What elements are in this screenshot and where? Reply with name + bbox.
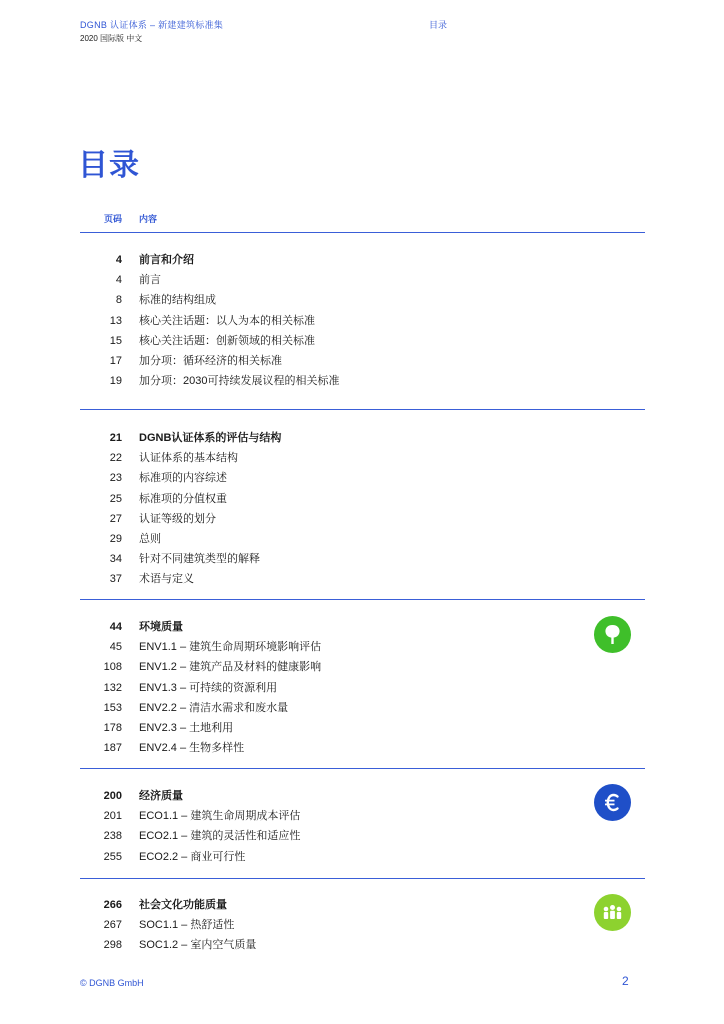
- entry-title: ENV2.4 – 生物多样性: [139, 742, 245, 755]
- toc-entry[interactable]: [0, 938, 724, 958]
- page-number: 23: [109, 472, 122, 485]
- toc-entry[interactable]: [0, 334, 724, 354]
- page-number: 13: [109, 314, 122, 327]
- page-number: 187: [103, 742, 122, 755]
- page-number: 153: [103, 701, 122, 714]
- entry-title: ECO2.1 – 建筑的灵活性和适应性: [139, 830, 301, 843]
- entry-title: 针对不同建筑类型的解释: [139, 553, 260, 566]
- toc-entry[interactable]: [0, 532, 724, 552]
- page-title: 目录: [78, 149, 140, 182]
- running-header-section: 目录: [429, 20, 448, 30]
- toc-entry[interactable]: [0, 293, 724, 313]
- divider: [80, 599, 645, 600]
- toc-entry[interactable]: [0, 512, 724, 532]
- toc-entry[interactable]: [0, 829, 724, 849]
- entry-title: ENV2.2 – 清洁水需求和废水量: [139, 701, 289, 714]
- divider: [80, 409, 645, 410]
- toc-section-introduction: [0, 253, 724, 394]
- toc-entry[interactable]: [0, 354, 724, 374]
- page-number: 37: [109, 573, 122, 586]
- toc-entry[interactable]: [0, 552, 724, 572]
- entry-title: 标准项的内容综述: [139, 472, 227, 485]
- page-number: 15: [109, 334, 122, 347]
- toc-entry[interactable]: [0, 918, 724, 938]
- page-number: 29: [109, 532, 122, 545]
- toc-entry[interactable]: [0, 701, 724, 721]
- entry-title: ENV1.2 – 建筑产品及材料的健康影响: [139, 661, 322, 674]
- entry-title: ECO2.2 – 商业可行性: [139, 850, 246, 863]
- entry-title: 认证等级的划分: [139, 512, 216, 525]
- column-header-content: 内容: [139, 214, 158, 224]
- toc-entry[interactable]: [0, 660, 724, 680]
- toc-entry[interactable]: [0, 273, 724, 293]
- entry-title: 核心关注话题：创新领域的相关标准: [139, 334, 315, 347]
- page-number: 298: [103, 939, 122, 952]
- toc-entry[interactable]: [0, 492, 724, 512]
- running-header-title: DGNB 认证体系 – 新建建筑标准集: [80, 20, 224, 30]
- toc-entry[interactable]: [0, 640, 724, 660]
- entry-title: 经济质量: [139, 790, 183, 802]
- toc-entry[interactable]: [0, 681, 724, 701]
- entry-title: DGNB认证体系的评估与结构: [139, 432, 282, 444]
- page-number: 201: [103, 810, 122, 823]
- entry-title: ENV1.3 – 可持续的资源利用: [139, 681, 278, 694]
- entry-title: 标准项的分值权重: [139, 492, 227, 505]
- toc-entry[interactable]: [0, 741, 724, 761]
- copyright: © DGNB GmbH: [80, 978, 144, 988]
- running-header-edition: 2020 国际版 中文: [80, 34, 143, 43]
- entry-title: 术语与定义: [139, 573, 194, 586]
- page-number: 267: [103, 919, 122, 932]
- entry-title: 加分项：2030可持续发展议程的相关标准: [139, 375, 340, 388]
- page-number: 108: [103, 661, 122, 674]
- page-number: 255: [103, 850, 122, 863]
- page-number: 17: [109, 354, 122, 367]
- toc-entry[interactable]: [0, 809, 724, 829]
- toc-entry[interactable]: [0, 721, 724, 741]
- entry-title: 核心关注话题：以人为本的相关标准: [139, 314, 315, 327]
- page-number: 44: [109, 621, 122, 633]
- page-number: 4: [115, 254, 122, 266]
- column-header-page: 页码: [103, 214, 122, 224]
- toc-section-heading[interactable]: [0, 898, 724, 918]
- entry-title: 前言: [139, 274, 161, 287]
- entry-title: ENV1.1 – 建筑生命周期环境影响评估: [139, 641, 322, 654]
- page-number: 27: [109, 512, 122, 525]
- page-number-footer: 2: [622, 974, 629, 988]
- entry-title: 环境质量: [139, 621, 183, 633]
- page-number: 200: [103, 790, 122, 802]
- entry-title: ECO1.1 – 建筑生命周期成本评估: [139, 810, 301, 823]
- entry-title: SOC1.1 – 热舒适性: [139, 919, 235, 932]
- page-number: 34: [109, 553, 122, 566]
- toc-section-heading[interactable]: [0, 431, 724, 451]
- toc-entry[interactable]: [0, 850, 724, 870]
- toc-section-heading[interactable]: [0, 789, 724, 809]
- divider: [80, 768, 645, 769]
- entry-title: 总则: [139, 532, 161, 545]
- entry-title: SOC1.2 – 室内空气质量: [139, 939, 257, 952]
- toc-section-environmental: [0, 620, 724, 761]
- toc-section-structure: [0, 431, 724, 593]
- entry-title: 加分项：循环经济的相关标准: [139, 354, 282, 367]
- divider: [80, 232, 645, 233]
- page-number: 8: [115, 294, 122, 307]
- page-number: 19: [109, 375, 122, 388]
- page-number: 21: [109, 432, 122, 444]
- entry-title: 社会文化功能质量: [139, 899, 227, 911]
- page-number: 266: [103, 899, 122, 911]
- toc-section-heading[interactable]: [0, 253, 724, 273]
- toc-entry[interactable]: [0, 374, 724, 394]
- toc-entry[interactable]: [0, 572, 724, 592]
- toc-entry[interactable]: [0, 314, 724, 334]
- page-number: 22: [109, 452, 122, 465]
- page-number: 132: [103, 681, 122, 694]
- entry-title: 认证体系的基本结构: [139, 452, 238, 465]
- page-number: 25: [109, 492, 122, 505]
- toc-section-sociocultural: [0, 898, 724, 959]
- entry-title: 标准的结构组成: [139, 294, 216, 307]
- page-number: 45: [109, 641, 122, 654]
- toc-entry[interactable]: [0, 451, 724, 471]
- entry-title: 前言和介绍: [139, 254, 194, 266]
- divider: [80, 878, 645, 879]
- entry-title: ENV2.3 – 土地利用: [139, 721, 234, 734]
- page-number: 178: [103, 721, 122, 734]
- toc-section-economic: [0, 789, 724, 870]
- toc-section-heading[interactable]: [0, 620, 724, 640]
- page-number: 238: [103, 830, 122, 843]
- toc-entry[interactable]: [0, 471, 724, 491]
- page-number: 4: [115, 274, 122, 287]
